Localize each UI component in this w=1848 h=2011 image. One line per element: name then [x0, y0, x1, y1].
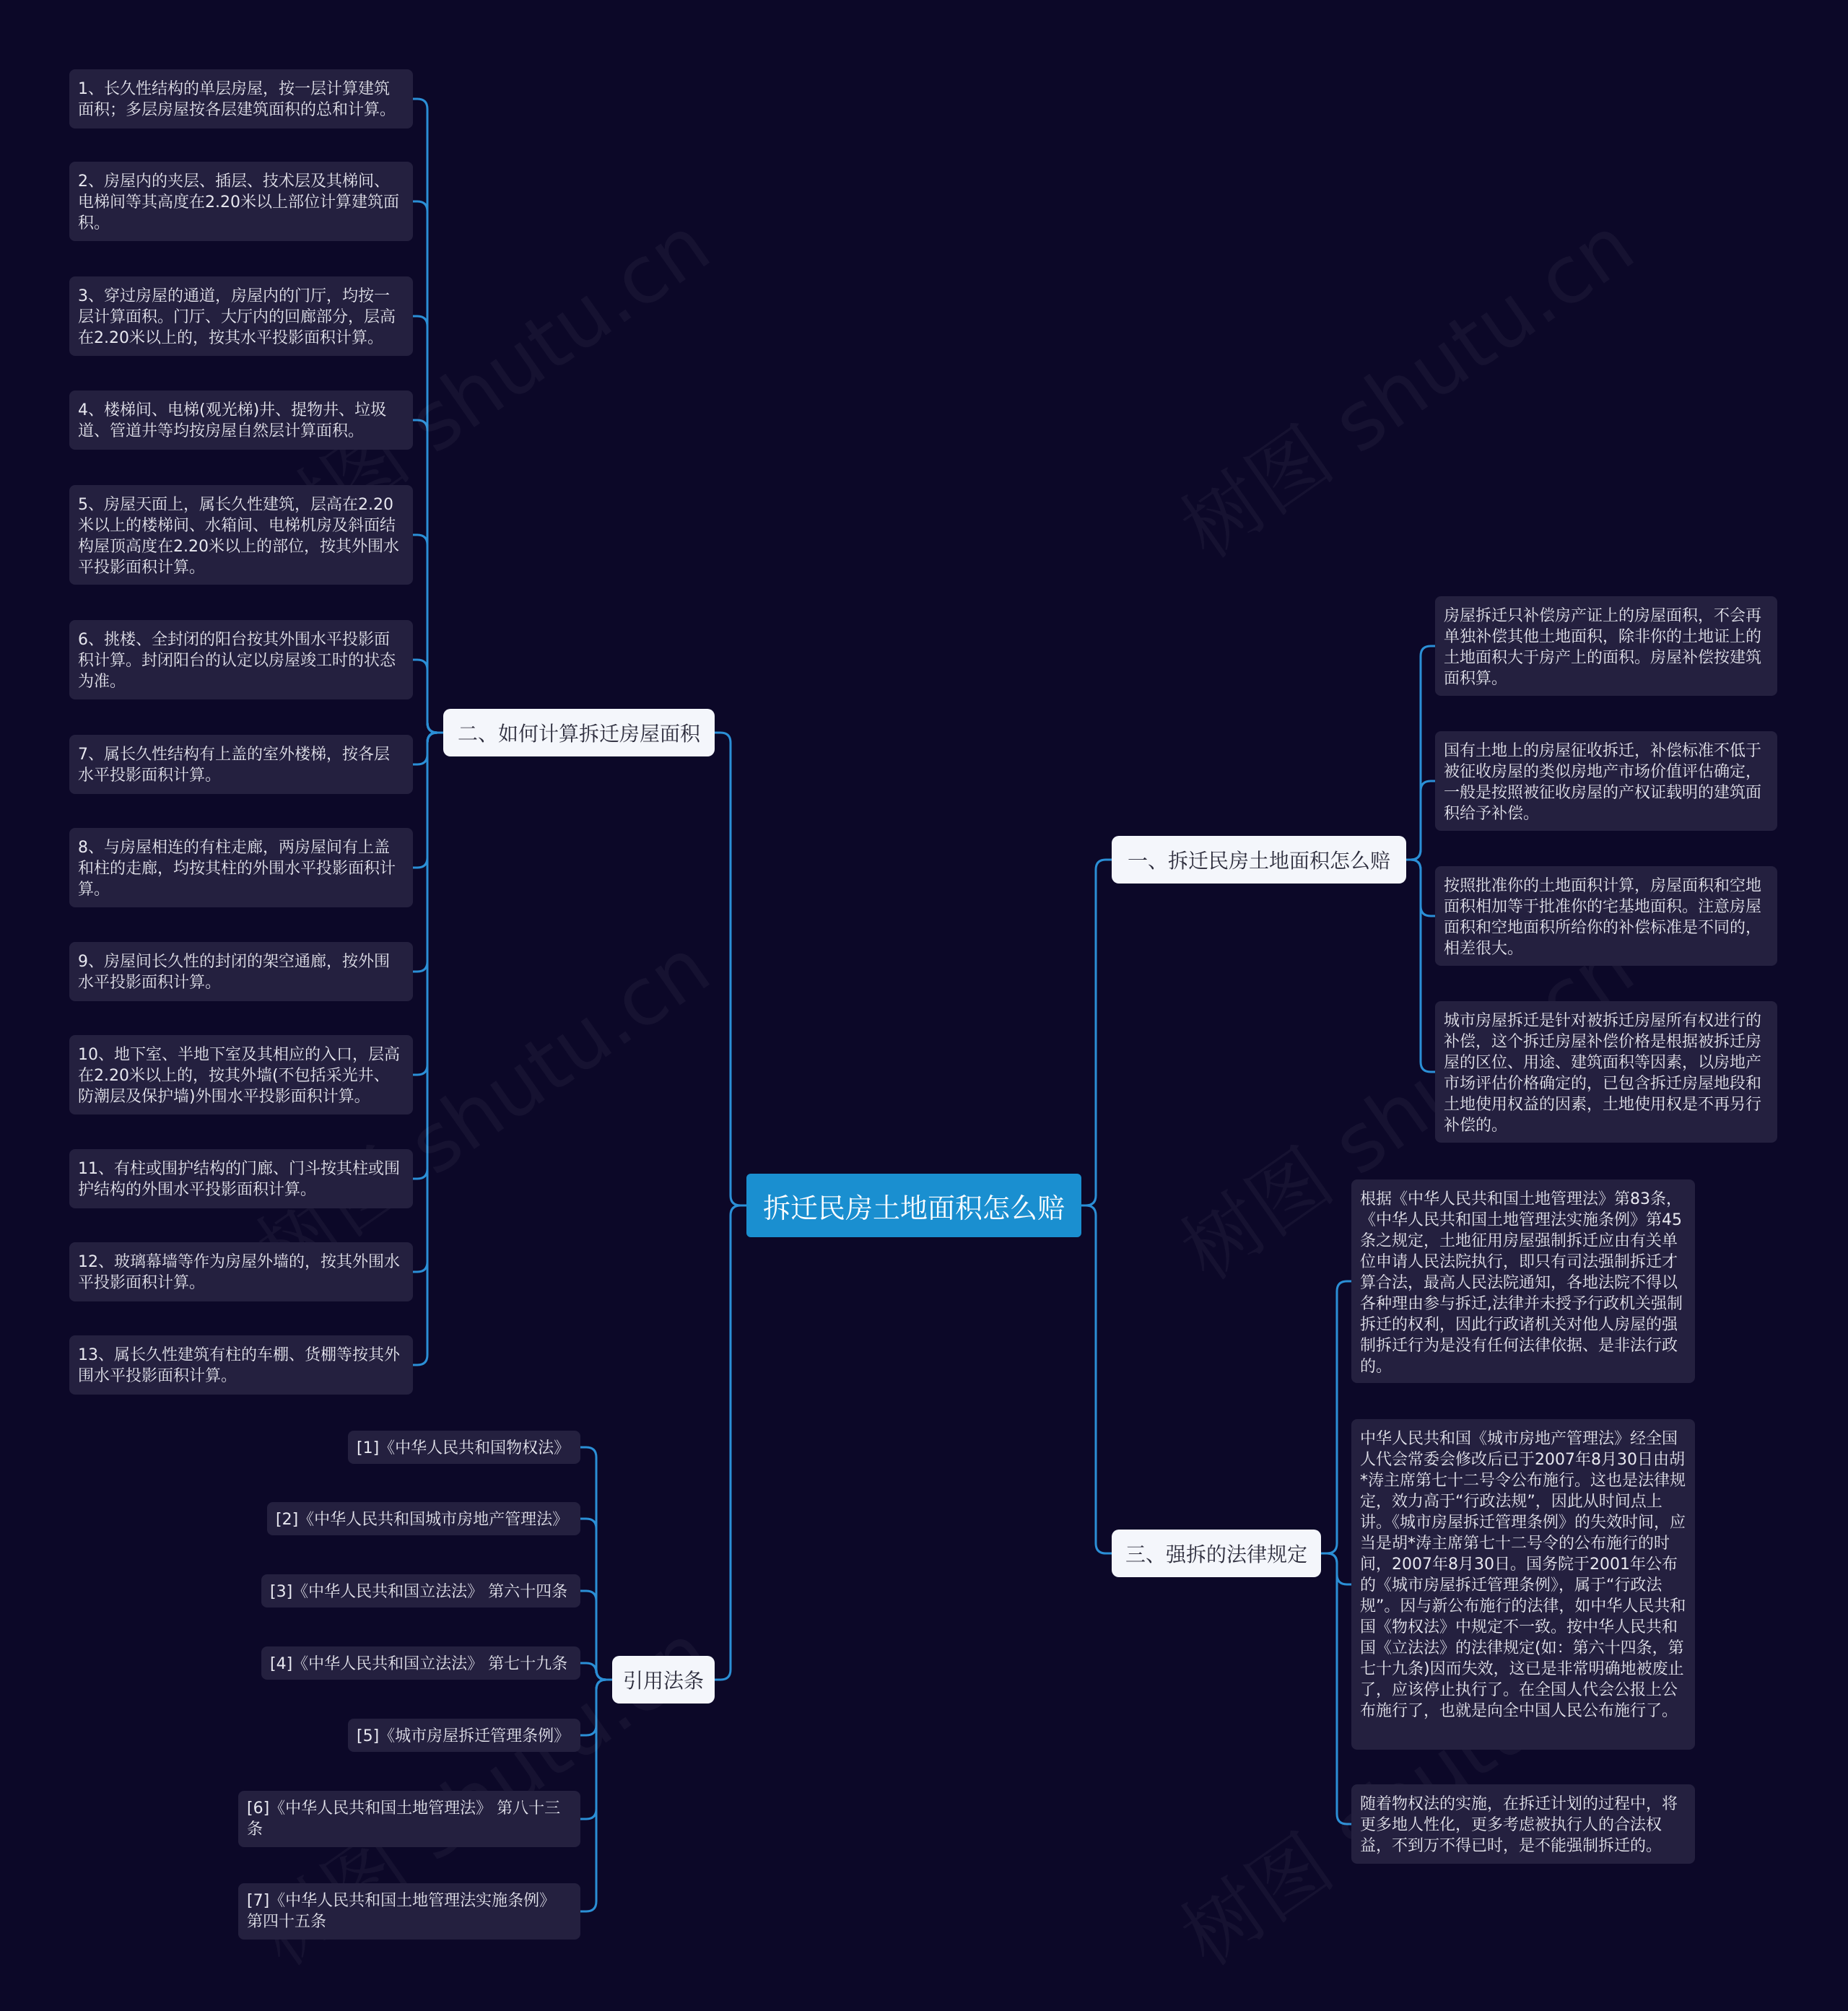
leaf-node: 11、有柱或围护结构的门廊、门斗按其柱或围护结构的外围水平投影面积计算。 [69, 1149, 413, 1208]
connector-line [1081, 1205, 1112, 1553]
leaf-node[interactable]: [7]《中华人民共和国土地管理法实施条例》 第四十五条 [238, 1883, 580, 1940]
branch-node-area-calculation[interactable]: 二、如何计算拆迁房屋面积 [443, 709, 715, 756]
connector-line [413, 660, 443, 733]
leaf-node: 4、楼梯间、电梯(观光梯)井、提物井、垃圾道、管道井等均按房屋自然层计算面积。 [69, 391, 413, 450]
leaf-node: 按照批准你的土地面积计算，房屋面积和空地面积相加等于批准你的宅基地面积。注意房屋面积和空地面积所给你的补偿标准是不同的，相差很大。 [1435, 866, 1777, 966]
leaf-node: 2、房屋内的夹层、插层、技术层及其梯间、电梯间等其高度在2.20米以上部位计算建筑面积。 [69, 162, 413, 241]
connector-line [413, 733, 443, 1365]
leaf-node: 根据《中华人民共和国土地管理法》第83条，《中华人民共和国土地管理法实施条例》第45条之规定，土地征用房屋强制拆迁应由有关单位申请人民法院执行，即只有司法强制拆迁才算合法，最高人民法院通知，各地法院不得以各种理由参与拆迁,法律并未授予行政机关强制拆迁的权利，因此行政诸机关对他人房屋的强制拆迁行为是没有任何法律依据、是非法行政的。 [1351, 1179, 1695, 1383]
leaf-node: 城市房屋拆迁是针对被拆迁房屋所有权进行的补偿，这个拆迁房屋补偿价格是根据被拆迁房屋的区位、用途、建筑面积等因素，以房地产市场评估价格确定的，已包含拆迁房屋地段和土地使用权益的因素，土地使用权是不再另行补偿的。 [1435, 1001, 1777, 1143]
leaf-node[interactable]: [1]《中华人民共和国物权法》 [348, 1431, 580, 1464]
branch-node-cited-laws[interactable]: 引用法条 [612, 1656, 715, 1704]
leaf-node: 6、挑楼、全封闭的阳台按其外围水平投影面积计算。封闭阳台的认定以房屋竣工时的状态为准。 [69, 620, 413, 699]
leaf-node[interactable]: [3]《中华人民共和国立法法》 第六十四条 [261, 1574, 580, 1608]
connector-line [1406, 860, 1435, 1072]
branch-node-compensation[interactable]: 一、拆迁民房土地面积怎么赔 [1112, 836, 1406, 884]
branch-node-demolition-law[interactable]: 三、强拆的法律规定 [1112, 1530, 1321, 1577]
connector-line [580, 1591, 612, 1680]
leaf-node: 房屋拆迁只补偿房产证上的房屋面积，不会再单独补偿其他土地面积，除非你的土地证上的土地面积大于房产上的面积。房屋补偿按建筑面积算。 [1435, 596, 1777, 696]
connector-line [1321, 1281, 1351, 1553]
leaf-node: 7、属长久性结构有上盖的室外楼梯，按各层水平投影面积计算。 [69, 735, 413, 794]
connector-line [715, 1205, 746, 1680]
leaf-node: 13、属长久性建筑有柱的车棚、货棚等按其外围水平投影面积计算。 [69, 1335, 413, 1395]
leaf-node[interactable]: [2]《中华人民共和国城市房地产管理法》 [267, 1502, 580, 1535]
connector-line [1081, 860, 1112, 1205]
leaf-node: 1、长久性结构的单层房屋，按一层计算建筑面积；多层房屋按各层建筑面积的总和计算。 [69, 69, 413, 128]
leaf-node: 12、玻璃幕墙等作为房屋外墙的，按其外围水平投影面积计算。 [69, 1242, 413, 1301]
leaf-node[interactable]: [5]《城市房屋拆迁管理条例》 [348, 1719, 580, 1752]
leaf-node: 随着物权法的实施，在拆迁计划的过程中，将更多地人性化，更多考虑被执行人的合法权益，不到万不得已时，是不能强制拆迁的。 [1351, 1784, 1695, 1864]
connector-line [580, 1680, 612, 1911]
leaf-node[interactable]: [4]《中华人民共和国立法法》 第七十九条 [261, 1646, 580, 1680]
connector-line [1406, 781, 1435, 860]
connector-line [715, 733, 746, 1205]
leaf-node: 10、地下室、半地下室及其相应的入口，层高在2.20米以上的，按其外墙(不包括采光井、防潮层及保护墙)外围水平投影面积计算。 [69, 1035, 413, 1114]
leaf-node: 5、房屋天面上，属长久性建筑，层高在2.20米以上的楼梯间、水箱间、电梯机房及斜面结构屋顶高度在2.20米以上的部位，按其外围水平投影面积计算。 [69, 485, 413, 585]
leaf-node: 9、房屋间长久性的封闭的架空通廊，按外围水平投影面积计算。 [69, 942, 413, 1001]
leaf-node[interactable]: [6]《中华人民共和国土地管理法》 第八十三条 [238, 1791, 580, 1847]
leaf-node: 中华人民共和国《城市房地产管理法》经全国人代会常委会修改后已于2007年8月30日由胡*涛主席第七十二号令公布施行。这也是法律规定，效力高于“行政法规”，因此从时间点上讲。《城市房屋拆迁管理条例》的失效时间，应当是胡*涛主席第七十二号令的公布施行的时间，2007年8月30日。国务院于2001年公布的《城市房屋拆迁管理条例》，属于“行政法规”。因与新公布施行的法律，如中华人民共和国《物权法》中规定不一致。按中华人民共和国《立法法》的法律规定(如：第六十四条，第七十九条)因而失效，这已是非常明确地被废止了，应该停止执行了。在全国人代会公报上公布施行了，也就是向全中国人民公布施行了。 [1351, 1419, 1695, 1750]
leaf-node: 国有土地上的房屋征收拆迁，补偿标准不低于被征收房屋的类似房地产市场价值评估确定，一般是按照被征收房屋的产权证载明的建筑面积给予补偿。 [1435, 731, 1777, 831]
leaf-node: 3、穿过房屋的通道，房屋内的门厅，均按一层计算面积。门厅、大厅内的回廊部分，层高在2.20米以上的，按其水平投影面积计算。 [69, 276, 413, 356]
connector-line [1321, 1553, 1351, 1824]
root-node[interactable]: 拆迁民房土地面积怎么赔 [746, 1174, 1081, 1237]
leaf-node: 8、与房屋相连的有柱走廊，两房屋间有上盖和柱的走廊，均按其柱的外围水平投影面积计算。 [69, 828, 413, 907]
